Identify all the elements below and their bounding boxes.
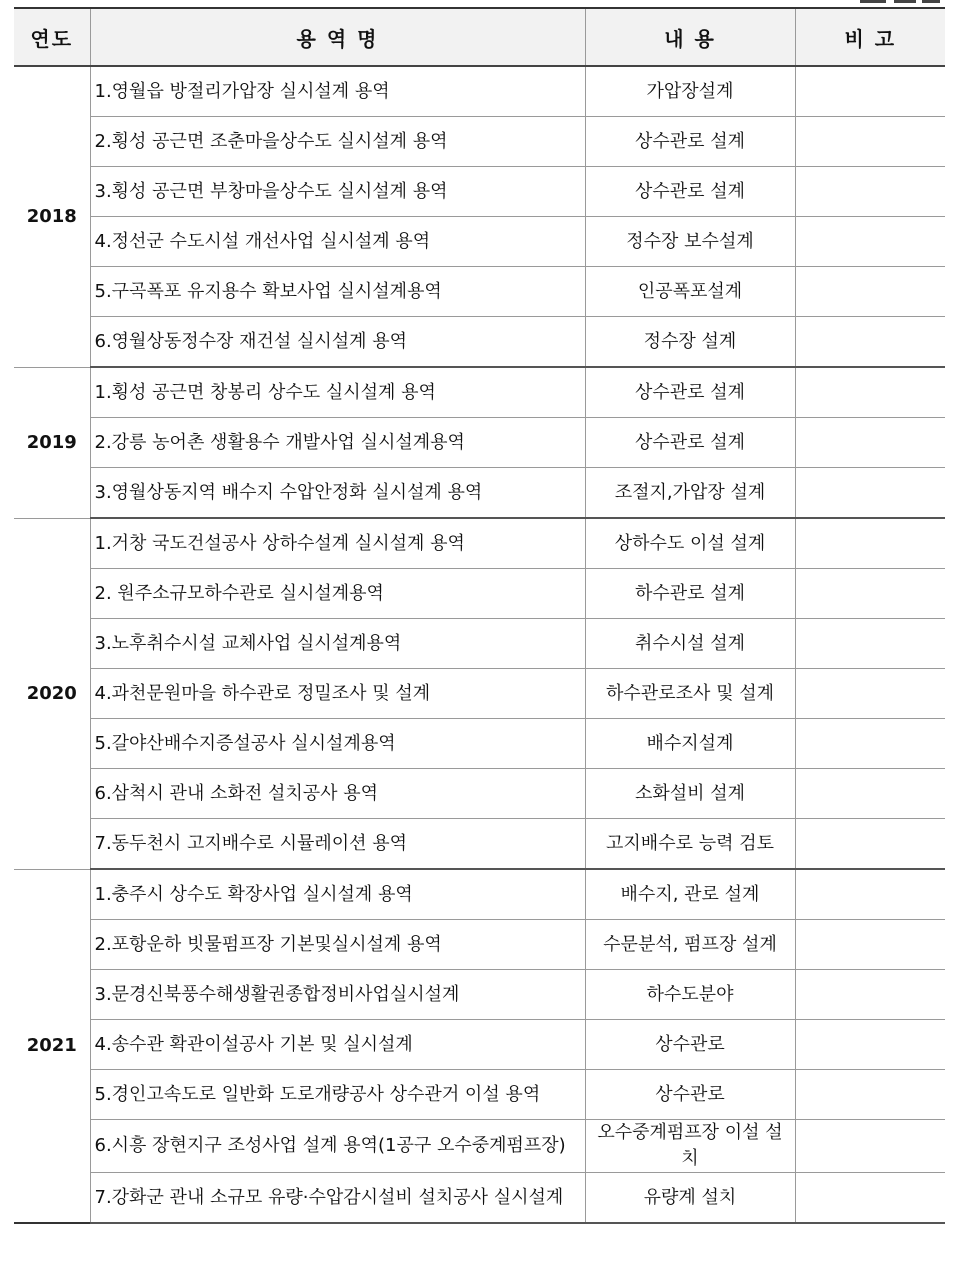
project-name-cell: 1.거창 국도건설공사 상하수설계 실시설계 용역 — [90, 518, 585, 569]
content-cell: 상수관로 설계 — [585, 418, 795, 468]
table-row — [14, 418, 945, 468]
project-name-cell: 3.문경신북풍수해생활권종합정비사업실시설계 — [90, 970, 585, 1020]
content-cell: 수문분석, 펌프장 설계 — [585, 920, 795, 970]
remarks-cell — [795, 167, 945, 217]
project-name-cell: 2.포항운하 빗물펌프장 기본및실시설계 용역 — [90, 920, 585, 970]
table-row — [14, 1020, 945, 1070]
remarks-cell — [795, 1020, 945, 1070]
table-header-row — [14, 8, 945, 66]
table-row — [14, 869, 945, 920]
name-column-header: 용 역 명 — [90, 8, 585, 66]
content-cell: 조절지,가압장 설계 — [585, 468, 795, 519]
remarks-cell — [795, 819, 945, 870]
content-cell: 정수장 보수설계 — [585, 217, 795, 267]
remarks-cell — [795, 1070, 945, 1120]
project-name-cell: 3.횡성 공근면 부창마을상수도 실시설계 용역 — [90, 167, 585, 217]
content-cell: 상수관로 설계 — [585, 167, 795, 217]
table-row — [14, 66, 945, 117]
content-cell: 유량계 설치 — [585, 1173, 795, 1224]
remarks-cell — [795, 719, 945, 769]
year-cell: 2021 — [14, 869, 90, 1223]
remarks-cell — [795, 970, 945, 1020]
content-cell: 하수도분야 — [585, 970, 795, 1020]
project-name-cell: 6.영월상동정수장 재건설 실시설계 용역 — [90, 317, 585, 368]
project-name-cell: 1.영월읍 방절리가압장 실시설계 용역 — [90, 66, 585, 117]
project-name-cell: 4.정선군 수도시설 개선사업 실시설계 용역 — [90, 217, 585, 267]
remarks-cell — [795, 569, 945, 619]
content-cell: 인공폭포설계 — [585, 267, 795, 317]
remarks-cell — [795, 1173, 945, 1224]
table-row — [14, 819, 945, 870]
table-row — [14, 719, 945, 769]
remarks-cell — [795, 367, 945, 418]
project-name-cell: 1.횡성 공근면 창봉리 상수도 실시설계 용역 — [90, 367, 585, 418]
content-cell: 배수지설계 — [585, 719, 795, 769]
project-name-cell: 7.강화군 관내 소규모 유량·수압감시설비 설치공사 실시설계 — [90, 1173, 585, 1224]
remarks-cell — [795, 66, 945, 117]
table-row — [14, 468, 945, 519]
content-cell: 오수중계펌프장 이설 설치 — [585, 1120, 795, 1173]
year-column-header: 연도 — [14, 8, 90, 66]
remarks-cell — [795, 669, 945, 719]
content-cell: 고지배수로 능력 검토 — [585, 819, 795, 870]
year-cell: 2020 — [14, 518, 90, 869]
project-name-cell: 4.과천문원마을 하수관로 정밀조사 및 설계 — [90, 669, 585, 719]
table-row — [14, 1173, 945, 1224]
project-name-cell: 6.시흥 장현지구 조성사업 설계 용역(1공구 오수중계펌프장) — [90, 1120, 585, 1173]
table-row — [14, 1070, 945, 1120]
content-cell: 정수장 설계 — [585, 317, 795, 368]
table-row — [14, 317, 945, 368]
table-row — [14, 970, 945, 1020]
project-name-cell: 1.충주시 상수도 확장사업 실시설계 용역 — [90, 869, 585, 920]
project-name-cell: 5.경인고속도로 일반화 도로개량공사 상수관거 이설 용역 — [90, 1070, 585, 1120]
project-name-cell: 3.영월상동지역 배수지 수압안정화 실시설계 용역 — [90, 468, 585, 519]
project-name-cell: 3.노후취수시설 교체사업 실시설계용역 — [90, 619, 585, 669]
content-cell: 소화설비 설계 — [585, 769, 795, 819]
project-history-table — [14, 7, 945, 1224]
project-name-cell: 6.삼척시 관내 소화전 설치공사 용역 — [90, 769, 585, 819]
project-name-cell: 4.송수관 확관이설공사 기본 및 실시설계 — [90, 1020, 585, 1070]
table-row — [14, 117, 945, 167]
table-row — [14, 569, 945, 619]
remarks-cell — [795, 217, 945, 267]
remarks-cell — [795, 117, 945, 167]
remarks-cell — [795, 418, 945, 468]
content-cell: 상수관로 — [585, 1020, 795, 1070]
table-row — [14, 1120, 945, 1173]
table-row — [14, 669, 945, 719]
table-row — [14, 367, 945, 418]
year-cell: 2018 — [14, 66, 90, 367]
content-cell: 상수관로 — [585, 1070, 795, 1120]
project-name-cell: 2. 원주소규모하수관로 실시설계용역 — [90, 569, 585, 619]
project-name-cell: 2.횡성 공근면 조춘마을상수도 실시설계 용역 — [90, 117, 585, 167]
project-name-cell: 7.동두천시 고지배수로 시뮬레이션 용역 — [90, 819, 585, 870]
content-cell: 취수시설 설계 — [585, 619, 795, 669]
remarks-cell — [795, 869, 945, 920]
content-cell: 상수관로 설계 — [585, 117, 795, 167]
remarks-cell — [795, 920, 945, 970]
project-name-cell: 5.구곡폭포 유지용수 확보사업 실시설계용역 — [90, 267, 585, 317]
remarks-cell — [795, 1120, 945, 1173]
remarks-cell — [795, 317, 945, 368]
remarks-cell — [795, 619, 945, 669]
remarks-cell — [795, 769, 945, 819]
page-top-mark — [860, 0, 940, 4]
table-row — [14, 769, 945, 819]
content-cell: 하수관로조사 및 설계 — [585, 669, 795, 719]
year-cell: 2019 — [14, 367, 90, 518]
remarks-cell — [795, 267, 945, 317]
remarks-cell — [795, 468, 945, 519]
content-column-header: 내 용 — [585, 8, 795, 66]
content-cell: 배수지, 관로 설계 — [585, 869, 795, 920]
content-cell: 상하수도 이설 설계 — [585, 518, 795, 569]
content-cell: 상수관로 설계 — [585, 367, 795, 418]
table-row — [14, 267, 945, 317]
content-cell: 가압장설계 — [585, 66, 795, 117]
table-row — [14, 920, 945, 970]
content-cell: 하수관로 설계 — [585, 569, 795, 619]
table-row — [14, 619, 945, 669]
remarks-cell — [795, 518, 945, 569]
remarks-column-header: 비 고 — [795, 8, 945, 66]
table-row — [14, 167, 945, 217]
table-row — [14, 217, 945, 267]
table-row — [14, 518, 945, 569]
project-name-cell: 5.갈야산배수지증설공사 실시설계용역 — [90, 719, 585, 769]
project-name-cell: 2.강릉 농어촌 생활용수 개발사업 실시설계용역 — [90, 418, 585, 468]
